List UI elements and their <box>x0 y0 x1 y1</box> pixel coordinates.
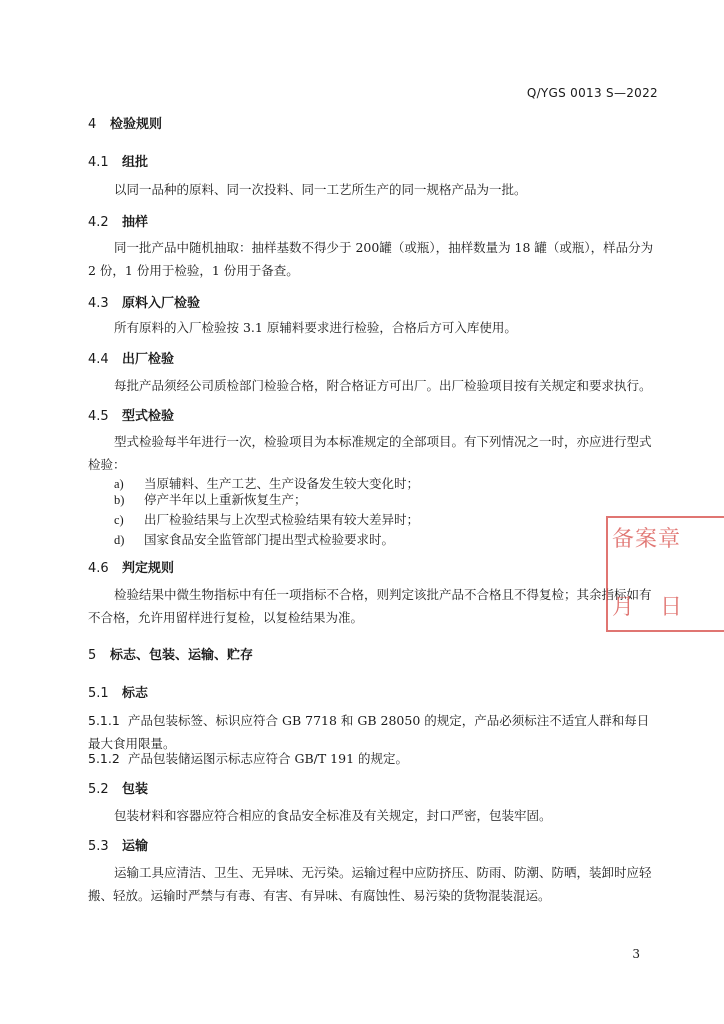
section-4-6-text: 检验结果中微生物指标中有任一项指标不合格，则判定该批产品不合格且不得复检；其余指标如有不合格，允许用留样进行复检，以复检结果为准。 <box>88 587 652 625</box>
filing-stamp <box>606 516 724 632</box>
list-item <box>114 510 419 528</box>
section-number: 5.2 <box>88 782 109 797</box>
stamp-text: 备案章 <box>612 527 682 552</box>
section-number: 4.4 <box>88 352 109 367</box>
list-item <box>114 530 394 548</box>
section-title: 组批 <box>122 155 149 170</box>
clause-number: 5.1.2 <box>88 751 120 766</box>
section-title: 标志、包装、运输、贮存 <box>110 648 254 663</box>
section-5-3-text: 运输工具应清洁、卫生、无异味、无污染。运输过程中应防挤压、防雨、防潮、防晒，装卸时应轻搬、轻放。运输时严禁与有毒、有害、有异味、有腐蚀性、易污染的货物混装混运。 <box>88 865 652 903</box>
section-4-4-text: 每批产品须经公司质检部门检验合格，附合格证方可出厂。出厂检验项目按有关规定和要求执行。 <box>114 378 652 393</box>
section-number: 5.1 <box>88 686 109 701</box>
clause-number: 5.1.1 <box>88 713 120 728</box>
section-number: 4.3 <box>88 296 109 311</box>
section-4-2-heading <box>88 211 148 230</box>
section-4-2-text: 同一批产品中随机抽取：抽样基数不得少于 200罐（或瓶），抽样数量为 18 罐（或瓶），样品分为 2 份，1 份用于检验，1 份用于备查。 <box>88 240 654 278</box>
section-title: 抽样 <box>122 215 149 230</box>
section-title: 判定规则 <box>122 561 175 576</box>
list-marker: b) <box>114 493 125 507</box>
page-number: 3 <box>632 947 640 961</box>
section-4-6-heading <box>88 557 174 576</box>
list-text: 国家食品安全监管部门提出型式检验要求时。 <box>144 532 395 547</box>
section-4-5-text: 型式检验每半年进行一次，检验项目为本标准规定的全部项目。有下列情况之一时，亦应进行型式检验： <box>88 434 652 472</box>
section-number: 4 <box>88 117 97 132</box>
section-number: 5.3 <box>88 839 109 854</box>
stamp-text: 月 <box>612 595 635 620</box>
document-code: Q/YGS 0013 S—2022 <box>526 86 658 100</box>
section-4-4-heading <box>88 348 174 367</box>
section-4-3-text: 所有原料的入厂检验按 3.1 原辅料要求进行检验，合格后方可入库使用。 <box>114 320 517 335</box>
clause-text: 产品包装标签、标识应符合 GB 7718 和 GB 28050 的规定，产品必须标注不适宜人群和每日最大食用限量。 <box>88 713 650 751</box>
section-title: 型式检验 <box>122 409 175 424</box>
stamp-text: 日 <box>660 595 683 620</box>
section-number: 4.2 <box>88 215 109 230</box>
section-4-1-heading <box>88 151 148 170</box>
clause-text: 产品包装储运图示标志应符合 GB/T 191 的规定。 <box>128 751 408 766</box>
list-marker: a) <box>114 477 124 491</box>
section-number: 4.1 <box>88 155 109 170</box>
section-5-2-heading <box>88 778 148 797</box>
list-text: 出厂检验结果与上次型式检验结果有较大差异时； <box>144 512 420 527</box>
section-number: 5 <box>88 648 97 663</box>
section-title: 出厂检验 <box>122 352 175 367</box>
list-item <box>114 490 307 508</box>
list-marker: c) <box>114 513 124 527</box>
section-title: 原料入厂检验 <box>122 296 201 311</box>
section-5-1-heading <box>88 682 148 701</box>
section-5-heading <box>88 644 253 663</box>
section-number: 4.6 <box>88 561 109 576</box>
section-title: 运输 <box>122 839 149 854</box>
section-4-5-heading <box>88 405 174 424</box>
section-4-3-heading <box>88 292 200 311</box>
section-4-heading <box>88 113 162 132</box>
section-5-3-heading <box>88 835 148 854</box>
section-title: 检验规则 <box>110 117 163 132</box>
list-text: 当原辅料、生产工艺、生产设备发生较大变化时； <box>144 476 420 491</box>
section-title: 标志 <box>122 686 149 701</box>
list-marker: d) <box>114 533 125 547</box>
section-number: 4.5 <box>88 409 109 424</box>
list-text: 停产半年以上重新恢复生产； <box>144 492 307 507</box>
section-title: 包装 <box>122 782 149 797</box>
section-5-1-2-text <box>88 747 660 770</box>
section-4-1-text: 以同一品种的原料、同一次投料、同一工艺所生产的同一规格产品为一批。 <box>114 182 527 197</box>
section-5-2-text: 包装材料和容器应符合相应的食品安全标准及有关规定，封口严密，包装牢固。 <box>114 808 552 823</box>
